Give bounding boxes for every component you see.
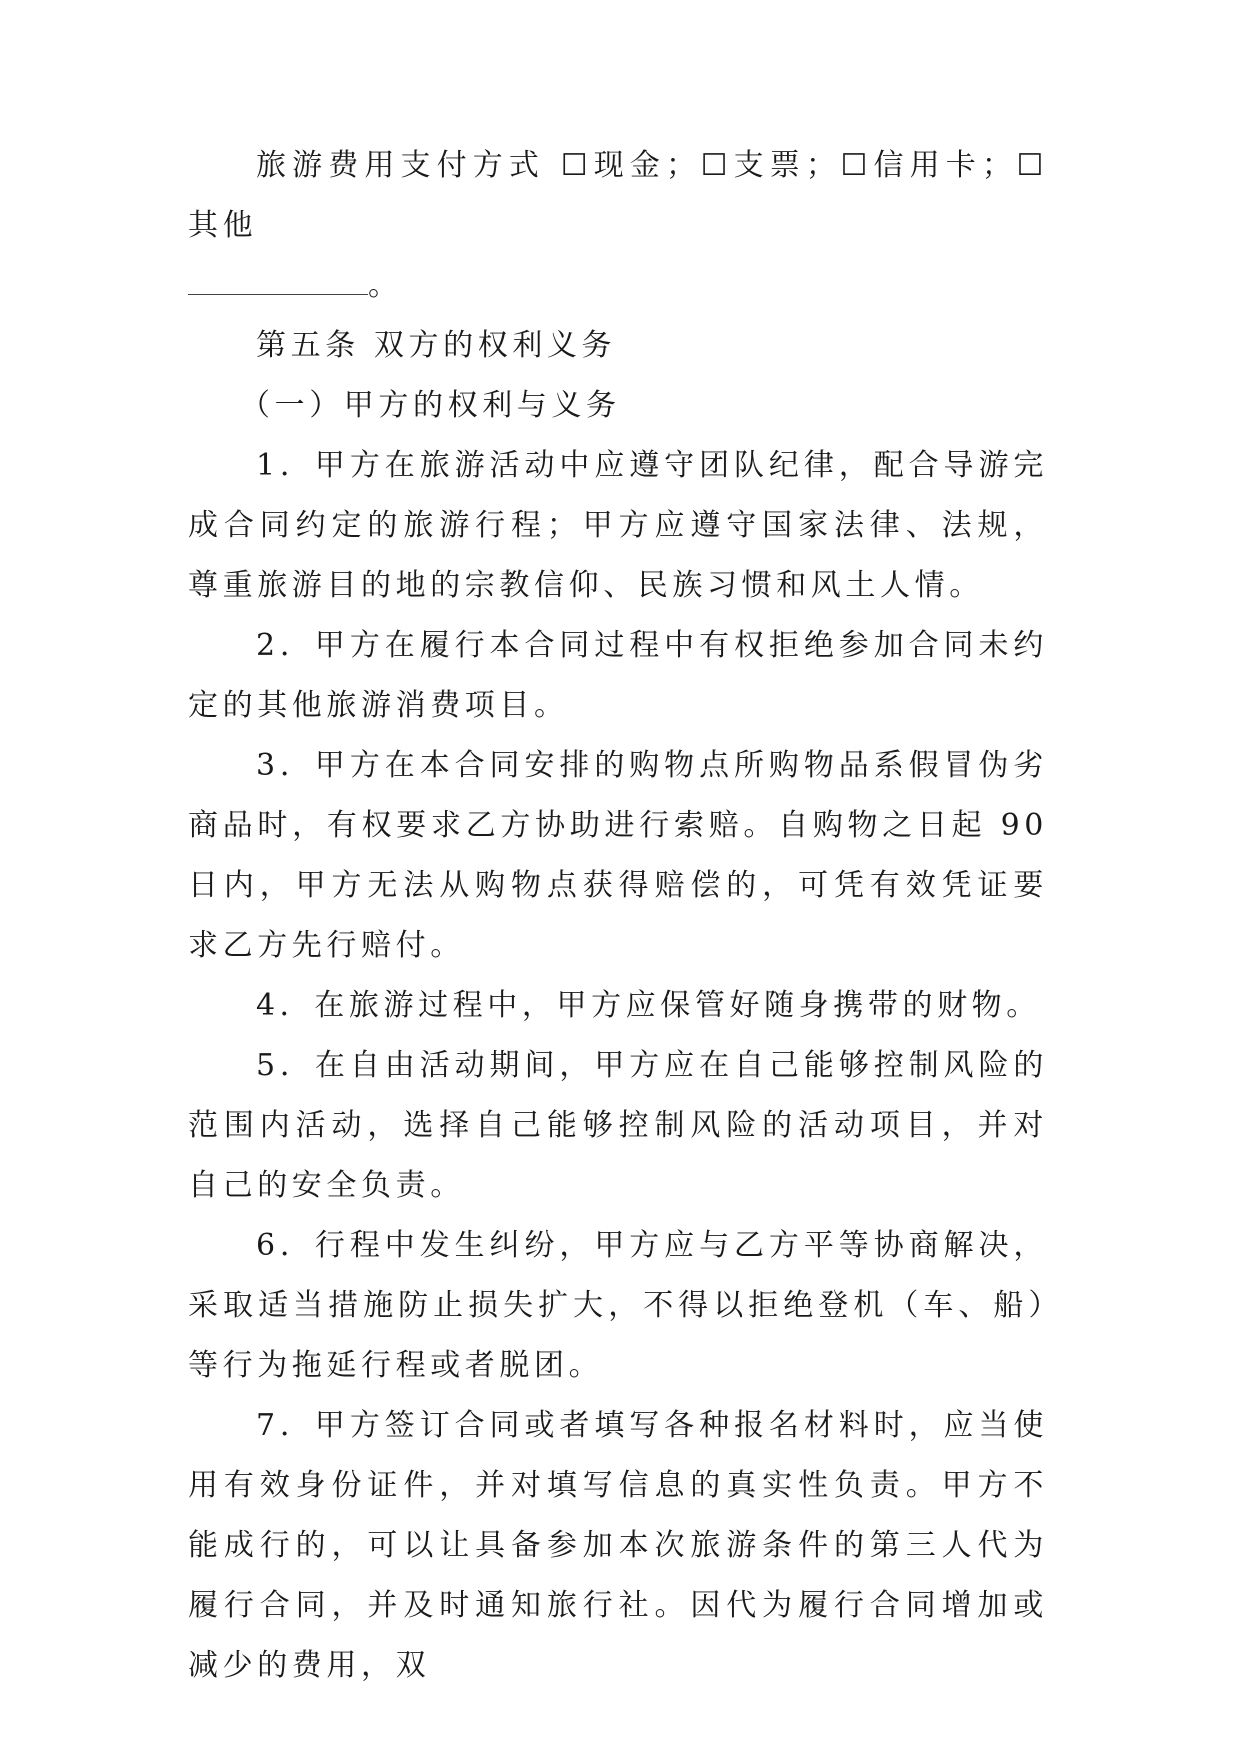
item-paragraph: 6．行程中发生纠纷，甲方应与乙方平等协商解决，采取适当措施防止损失扩大，不得以拒绝登机（车、船）等行为拖延行程或者脱团。 <box>188 1228 1048 1383</box>
item-paragraph: 3．甲方在本合同安排的购物点所购物品系假冒伪劣商品时，有权要求乙方协助进行索赔。自购物之日起 90 日内，甲方无法从购物点获得赔偿的，可凭有效凭证要求乙方先行赔付。 <box>188 748 1048 963</box>
fill-in-blank <box>188 272 368 295</box>
item-paragraph: 2．甲方在履行本合同过程中有权拒绝参加合同未约定的其他旅游消费项目。 <box>188 628 1048 723</box>
item-paragraph: 7．甲方签订合同或者填写各种报名材料时，应当使用有效身份证件，并对填写信息的真实性负责。甲方不能成行的，可以让具备参加本次旅游条件的第三人代为履行合同，并及时通知旅行社。因代为履行合同增加或减少的费用，双 <box>188 1408 1048 1683</box>
item-paragraph: 5．在自由活动期间，甲方应在自己能够控制风险的范围内活动，选择自己能够控制风险的活动项目，并对自己的安全负责。 <box>188 1048 1048 1203</box>
item-paragraph: 4．在旅游过程中，甲方应保管好随身携带的财物。 <box>256 988 1041 1023</box>
article-title: 第五条 双方的权利义务 <box>256 328 617 363</box>
section-title: （一）甲方的权利与义务 <box>240 388 621 423</box>
payment-method-text: 旅游费用支付方式 ☐现金；☐支票；☐信用卡；☐其他 <box>188 148 1048 243</box>
payment-method-blank-line: 。 <box>188 256 1048 316</box>
item-paragraph: 1．甲方在旅游活动中应遵守团队纪律，配合导游完成合同约定的旅游行程；甲方应遵守国家法律、法规，尊重旅游目的地的宗教信仰、民族习惯和风土人情。 <box>188 448 1048 603</box>
payment-method-paragraph <box>188 136 1048 256</box>
document-body <box>188 136 1048 1696</box>
